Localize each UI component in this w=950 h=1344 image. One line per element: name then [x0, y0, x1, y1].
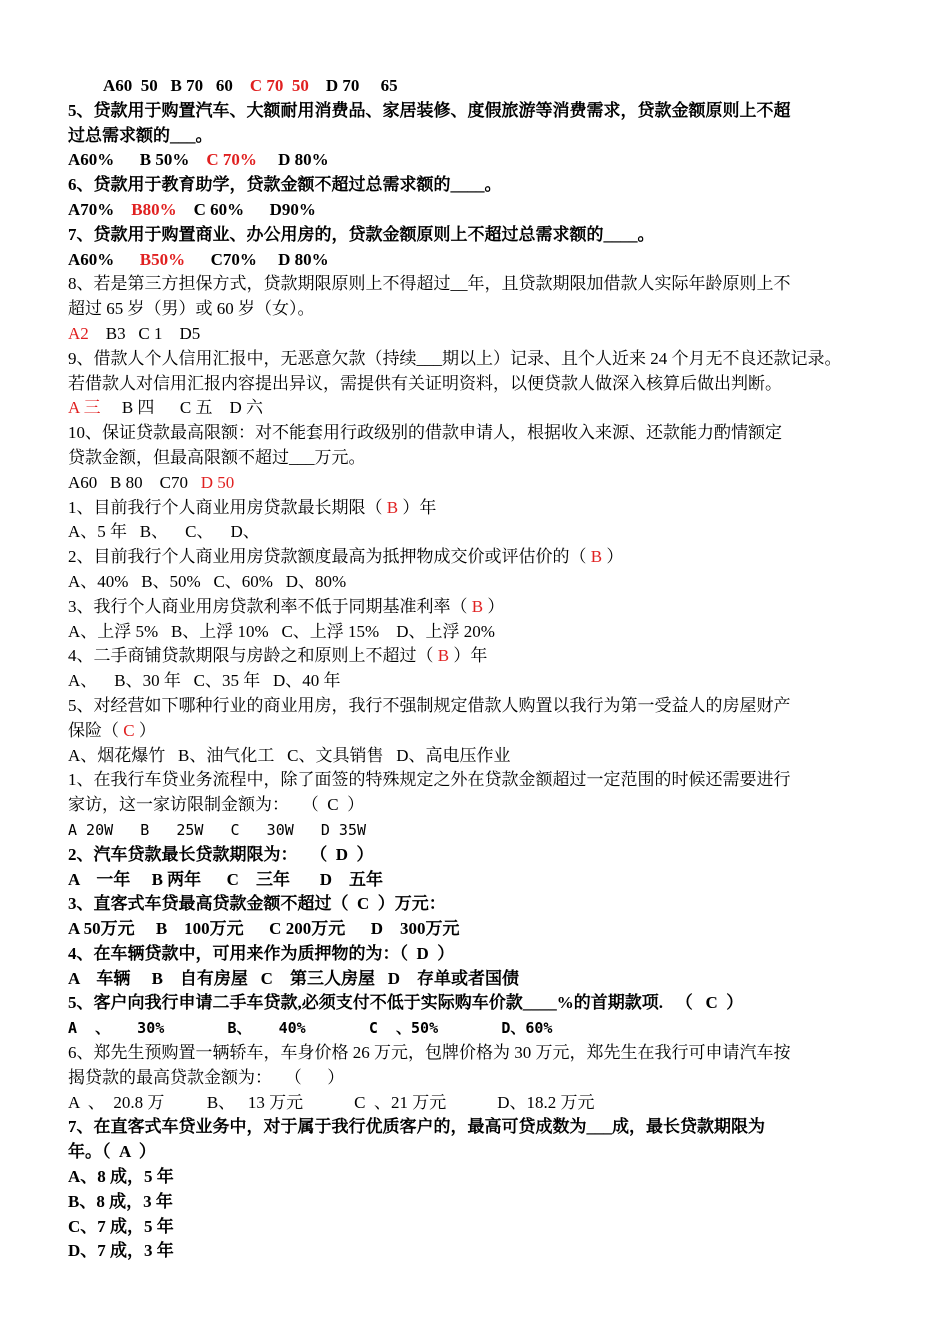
line-text: ）年 — [449, 646, 488, 666]
line-text: A 车辆 B 自有房屋 C 第三人房屋 D 存单或者国债 — [68, 968, 519, 988]
line-text: A 、 20.8 万 B、 13 万元 C 、21 万元 D、18.2 万元 — [68, 1092, 595, 1112]
answer-text: B — [590, 547, 603, 567]
text-line — [68, 1041, 938, 1066]
line-text: B 四 C 五 D 六 — [100, 398, 264, 418]
text-line — [68, 496, 938, 521]
text-line — [68, 272, 938, 297]
line-text: A 一年 B 两年 C 三年 D 五年 — [68, 869, 383, 889]
line-text: 超过 65 岁（男）或 60 岁（女）。 — [68, 299, 315, 319]
text-line — [68, 74, 938, 99]
line-text: 7、在直客式车贷业务中，对于属于我行优质客户的，最高可贷成数为___成，最长贷款期限为 — [68, 1117, 765, 1137]
text-line — [68, 322, 938, 347]
text-line — [68, 1066, 938, 1091]
line-text: A 20W B 25W C 30W D 35W — [68, 820, 367, 839]
text-line — [68, 297, 938, 322]
text-line — [68, 520, 938, 545]
line-text: D、7 成，3 年 — [68, 1241, 174, 1261]
text-line — [68, 198, 938, 223]
line-text: A、8 成，5 年 — [68, 1167, 174, 1187]
answer-text: C — [123, 720, 135, 740]
line-text: 10、保证贷款最高限额：对不能套用行政级别的借款申请人，根据收入来源、还款能力酌情额定 — [68, 423, 782, 443]
line-text: D 80% — [256, 150, 329, 170]
answer-text: D 50 — [200, 472, 235, 492]
answer-text: B — [437, 646, 450, 666]
line-text: ） — [134, 720, 156, 740]
answer-text: C 70% — [206, 150, 257, 170]
line-text: 4、在车辆贷款中，可用来作为质押物的为：（ D ） — [68, 943, 455, 963]
line-text: ）年 — [398, 497, 437, 517]
line-text: 2、汽车贷款最长贷款期限为： （ D ） — [68, 844, 374, 864]
line-text: A70% — [68, 199, 132, 219]
line-text: A 、 30% B、 40% C 、50% D、60% — [68, 1019, 553, 1038]
line-text: D 70 65 — [308, 76, 398, 95]
text-line — [68, 1115, 938, 1140]
text-line — [68, 644, 938, 669]
answer-text: B — [386, 497, 399, 517]
text-line — [68, 1140, 938, 1165]
line-text: 保险（ — [68, 720, 124, 740]
text-line — [68, 942, 938, 967]
text-line — [68, 843, 938, 868]
text-line — [68, 1215, 938, 1240]
line-text: 6、贷款用于教育助学，贷款金额不超过总需求额的____。 — [68, 175, 502, 195]
text-line — [68, 1091, 938, 1116]
text-line — [68, 694, 938, 719]
text-line — [68, 868, 938, 893]
text-line — [68, 248, 938, 273]
text-line — [68, 768, 938, 793]
text-line — [68, 967, 938, 992]
text-line — [68, 917, 938, 942]
text-line — [68, 793, 938, 818]
answer-text: A2 — [68, 323, 89, 343]
line-text: 3、直客式车贷最高贷款金额不超过（ C ）万元： — [68, 894, 446, 914]
answer-text: B50% — [139, 249, 186, 269]
text-line — [68, 148, 938, 173]
line-text: 6、郑先生预购置一辆轿车，车身价格 26 万元，包牌价格为 30 万元，郑先生在我行可申请汽车按 — [68, 1043, 791, 1063]
text-line — [68, 223, 938, 248]
line-text: C 60% D90% — [176, 199, 316, 219]
line-text: ） — [602, 547, 624, 567]
document-body — [68, 74, 938, 1264]
line-text: C、7 成，5 年 — [68, 1216, 174, 1236]
text-line — [68, 669, 938, 694]
line-text: 3、我行个人商业用房贷款利率不低于同期基准利率（ — [68, 596, 472, 616]
line-text: B、8 成，3 年 — [68, 1191, 173, 1211]
text-line — [68, 595, 938, 620]
text-line — [68, 719, 938, 744]
text-line — [68, 744, 938, 769]
text-line — [68, 173, 938, 198]
answer-text: C 70 50 — [249, 76, 309, 95]
text-line — [68, 471, 938, 496]
line-text: A、5 年 B、 C、 D、 — [68, 522, 260, 542]
line-text: A60 50 B 70 60 — [103, 76, 250, 95]
line-text: A、 B、30 年 C、35 年 D、40 年 — [68, 671, 341, 691]
line-text: 若借款人对信用汇报内容提出异议，需提供有关证明资料，以便贷款人做深入核算后做出判断。 — [68, 373, 782, 393]
text-line — [68, 991, 938, 1016]
line-text: 4、二手商铺贷款期限与房龄之和原则上不超过（ — [68, 646, 438, 666]
answer-text: B — [471, 596, 484, 616]
line-text: 8、若是第三方担保方式，贷款期限原则上不得超过__年，且贷款期限加借款人实际年龄原则上不 — [68, 274, 791, 294]
line-text: 5、贷款用于购置汽车、大额耐用消费品、家居装修、度假旅游等消费需求，贷款金额原则上不超 — [68, 100, 791, 120]
line-text: 家访，这一家访限制金额为： （ C ） — [68, 795, 365, 815]
line-text: 过总需求额的___。 — [68, 125, 213, 145]
text-line — [68, 818, 938, 843]
text-line — [68, 892, 938, 917]
text-line — [68, 421, 938, 446]
line-text: 2、目前我行个人商业用房贷款额度最高为抵押物成交价或评估价的（ — [68, 547, 591, 567]
text-line — [68, 570, 938, 595]
text-line — [68, 545, 938, 570]
line-text: A、烟花爆竹 B、油气化工 C、文具销售 D、高电压作业 — [68, 745, 511, 765]
text-line — [68, 124, 938, 149]
line-text: 年。（ A ） — [68, 1142, 156, 1162]
line-text: A60% B 50% — [68, 150, 207, 170]
line-text: 1、在我行车贷业务流程中，除了面签的特殊规定之外在贷款金额超过一定范围的时候还需要进行 — [68, 770, 791, 790]
line-text: 1、目前我行个人商业用房贷款最长期限（ — [68, 497, 387, 517]
line-text: 9、借款人个人信用汇报中，无恶意欠款（持续___期以上）记录、且个人近来 24 个月无不良还款记录。 — [68, 348, 842, 368]
text-line — [68, 1165, 938, 1190]
text-line — [68, 372, 938, 397]
answer-text: B80% — [131, 199, 177, 219]
line-text: A60 B 80 C70 — [68, 472, 201, 492]
line-text: 5、对经营如下哪种行业的商业用房，我行不强制规定借款人购置以我行为第一受益人的房屋财产 — [68, 695, 791, 715]
line-text: A、上浮 5% B、上浮 10% C、上浮 15% D、上浮 20% — [68, 621, 495, 641]
text-line — [68, 446, 938, 471]
line-text: A60% — [68, 249, 140, 269]
line-text: 5、客户向我行申请二手车贷款,必须支付不低于实际购车价款____%的首期款项. （ C ） — [68, 993, 744, 1013]
text-line — [68, 396, 938, 421]
text-line — [68, 347, 938, 372]
text-line — [68, 1190, 938, 1215]
text-line — [68, 1016, 938, 1041]
text-line — [68, 1239, 938, 1264]
line-text: 揭贷款的最高贷款金额为： （ ） — [68, 1067, 345, 1087]
line-text: A 50万元 B 100万元 C 200万元 D 300万元 — [68, 919, 460, 939]
line-text: 贷款金额，但最高限额不超过___万元。 — [68, 447, 366, 467]
text-line — [68, 99, 938, 124]
line-text: C70% D 80% — [185, 249, 329, 269]
line-text: ） — [483, 596, 505, 616]
line-text: B3 C 1 D5 — [88, 323, 201, 343]
answer-text: A 三 — [68, 398, 101, 418]
text-line — [68, 620, 938, 645]
line-text: A、40% B、50% C、60% D、80% — [68, 571, 347, 591]
line-text: 7、贷款用于购置商业、办公用房的，贷款金额原则上不超过总需求额的____。 — [68, 224, 655, 244]
